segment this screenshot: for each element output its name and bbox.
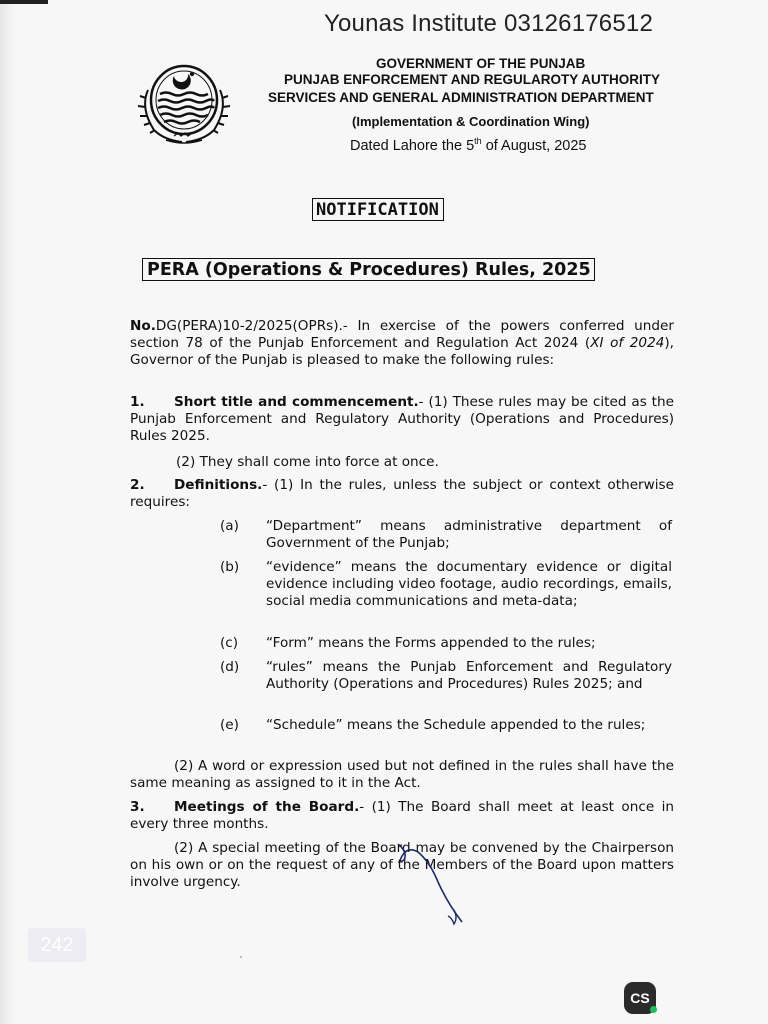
page-edge-shadow: [0, 0, 14, 1024]
preamble-paragraph: [130, 318, 674, 369]
header-department-line: SERVICES AND GENERAL ADMINISTRATION DEPARTMENT: [268, 90, 654, 105]
section-2-text: - (1) In the rules, unless the subject or context otherwise requires:: [130, 477, 674, 510]
definition-label: (d): [220, 659, 240, 675]
preamble-rest: ), Governor of the Punjab is pleased to make the following rules:: [130, 335, 674, 368]
punjab-emblem-icon: [130, 60, 238, 148]
definition-text: “rules” means the Punjab Enforcement and Regulatory Authority (Operations and Procedures) Rules 2025; and: [266, 659, 672, 692]
section-3-sub-2-text: (2) A special meeting of the Board may be convened by the Chairperson on his own or on the request of any of the Members of the Board upon matters involve urgency.: [130, 840, 674, 890]
page-number-badge: 242: [28, 928, 86, 962]
preamble-number-text: DG(PERA)10-2/2025(OPRs).- In exercise of the powers conferred under section 78 of the Punjab Enforcement and Regulation Act 2024 (: [130, 318, 674, 351]
header-government-line: GOVERNMENT OF THE PUNJAB: [376, 56, 586, 71]
section-3-paragraph: [130, 799, 674, 833]
dated-prefix: Dated Lahore the 5: [350, 137, 475, 154]
dated-line: [350, 136, 586, 154]
definition-text: “Department” means administrative department of Government of the Punjab;: [266, 518, 672, 551]
definition-label: (b): [220, 559, 240, 575]
dated-suffix: of August, 2025: [481, 137, 587, 154]
notification-title: NOTIFICATION: [312, 198, 444, 221]
definition-text: “Form” means the Forms appended to the rules;: [266, 635, 596, 651]
camscanner-dot-icon: [650, 1006, 657, 1013]
definition-label: (a): [220, 518, 239, 534]
definition-text: “Schedule” means the Schedule appended to the rules;: [266, 717, 646, 733]
section-2-number: 2.: [130, 477, 145, 493]
section-3-number: 3.: [130, 799, 145, 815]
section-3-heading: Meetings of the Board.: [174, 799, 360, 815]
definition-text: “evidence” means the documentary evidence or digital evidence including video footage, audio recordings, emails, social media communications and meta-data;: [266, 559, 672, 609]
section-2-sub-2-text: (2) A word or expression used but not defined in the rules shall have the same meaning as assigned to it in the Act.: [130, 758, 674, 791]
dated-ordinal: th: [474, 136, 482, 146]
header-authority-line: PUNJAB ENFORCEMENT AND REGULAROTY AUTHORITY: [284, 72, 661, 87]
rules-title: PERA (Operations & Procedures) Rules, 2025: [142, 258, 595, 281]
definition-label: (e): [220, 717, 239, 733]
section-1-paragraph: [130, 394, 674, 445]
section-2-paragraph: [130, 477, 674, 511]
watermark-text: Younas Institute 03126176512: [324, 10, 654, 37]
header-wing-line: (Implementation & Coordination Wing): [352, 114, 590, 129]
scan-speck: [240, 956, 242, 958]
section-1-heading: Short title and commencement.: [174, 394, 419, 410]
preamble-no-label: No.: [130, 318, 156, 334]
section-1-sub-2: (2) They shall come into force at once.: [176, 454, 439, 470]
definition-label: (c): [220, 635, 239, 651]
top-edge-mark: [0, 0, 48, 4]
section-3-text: - (1) The Board shall meet at least once in every three months.: [130, 799, 674, 832]
section-2-sub-2: [130, 758, 674, 792]
section-1-number: 1.: [130, 394, 145, 410]
section-2-heading: Definitions.: [174, 477, 263, 493]
camscanner-logo-text: CS: [630, 990, 650, 1006]
act-reference: XI of 2024: [590, 335, 665, 351]
signature-mark-icon: [392, 840, 476, 930]
section-1-text: - (1) These rules may be cited as the Punjab Enforcement and Regulatory Authority (Operations and Procedures) Rules 2025.: [130, 394, 674, 444]
